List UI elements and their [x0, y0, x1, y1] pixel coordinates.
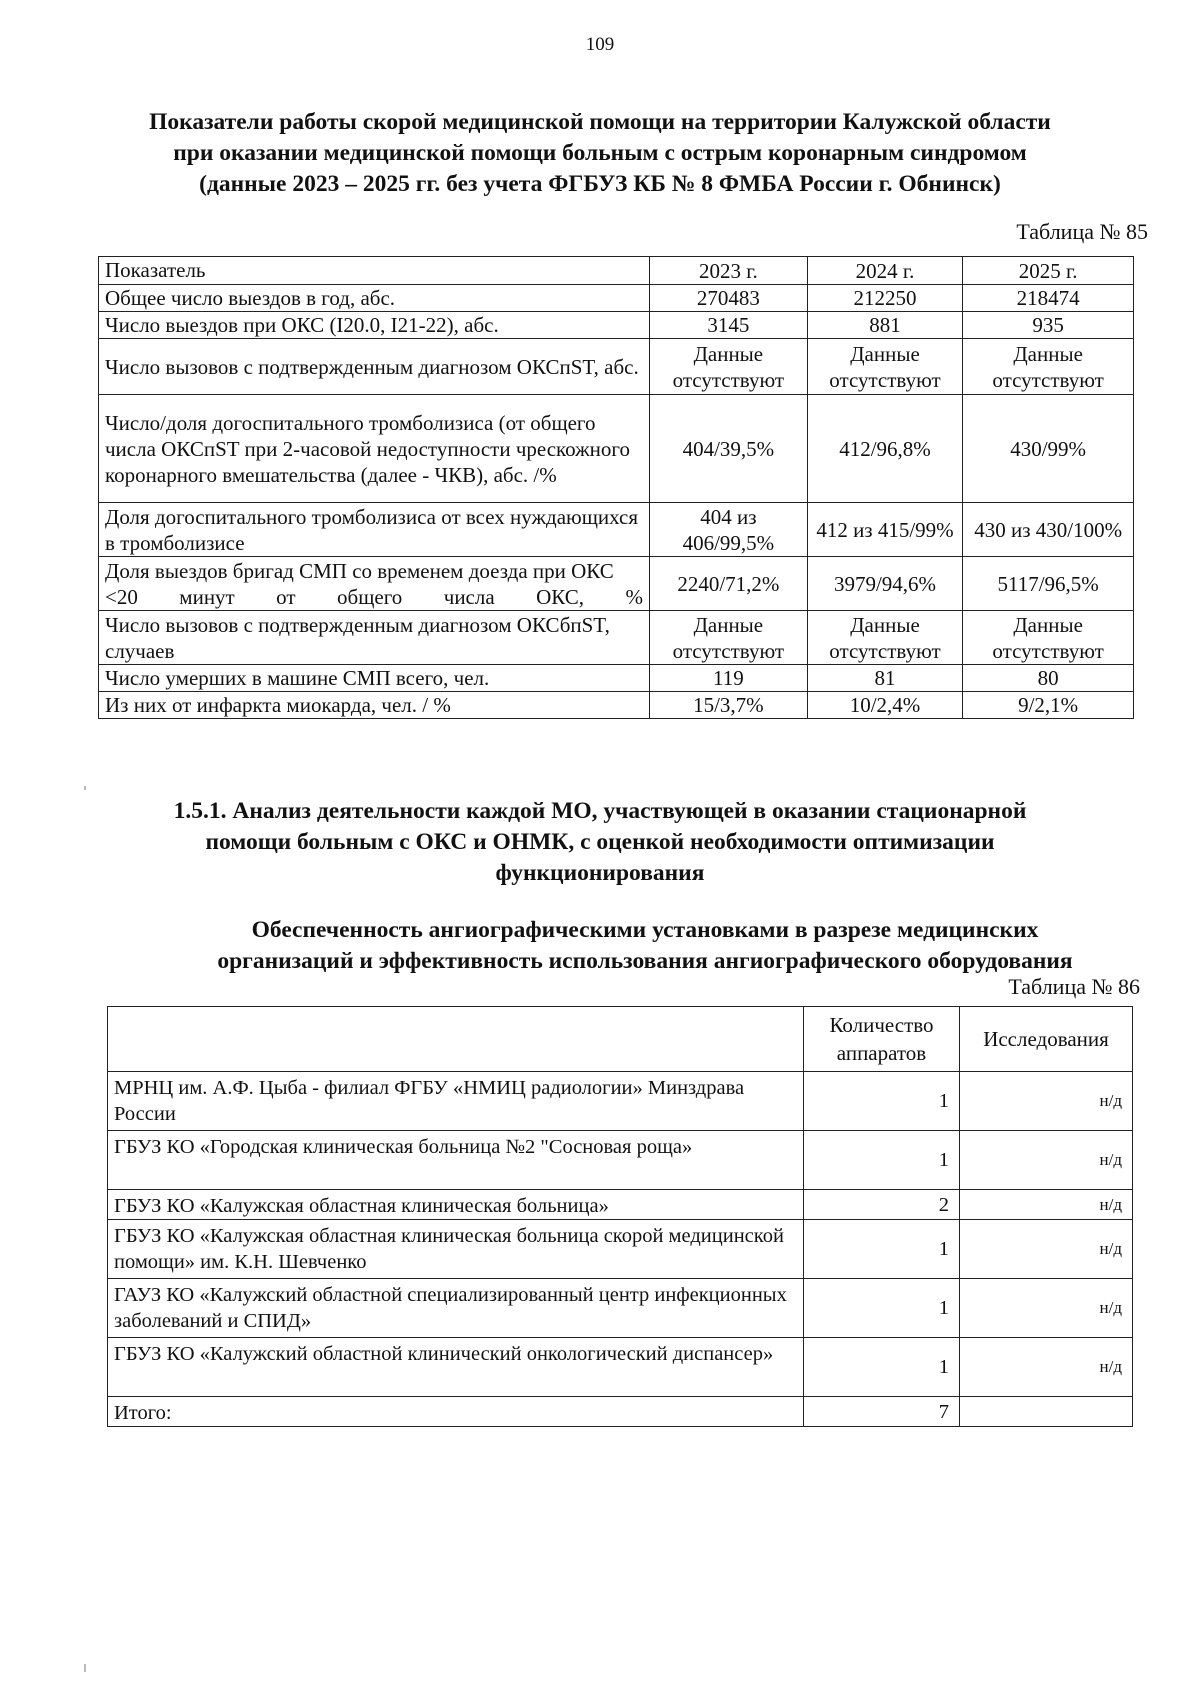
header-cell: Исследования	[960, 1007, 1133, 1072]
value-cell: Данные отсутствуют	[807, 611, 963, 665]
table-86-title	[140, 915, 1150, 977]
value-cell: 3979/94,6%	[807, 557, 963, 611]
org-name: ГБУЗ КО «Калужская областная клиническая больница»	[108, 1190, 804, 1220]
device-count: 1	[804, 1072, 960, 1131]
value-cell: 430/99%	[963, 395, 1134, 503]
table-85-caption: Таблица № 85	[1016, 219, 1148, 244]
studies-value: н/д	[960, 1338, 1133, 1397]
value-cell: Данные отсутствуют	[649, 339, 807, 395]
value-cell: Данные отсутствуют	[649, 611, 807, 665]
header-cell: Показатель	[99, 257, 650, 285]
row-label: Число умерших в машине СМП всего, чел.	[99, 665, 650, 692]
title-line: помощи больным с ОКС и ОНМК, с оценкой необходимости оптимизации	[205, 829, 995, 855]
scan-margin-mark	[84, 1664, 86, 1672]
table-row	[108, 1279, 1133, 1338]
device-count: 1	[804, 1279, 960, 1338]
header-cell: 2024 г.	[807, 257, 963, 285]
table-header-row	[99, 257, 1134, 285]
org-name: ГАУЗ КО «Калужский областной специализированный центр инфекционных заболеваний и СПИД»	[108, 1279, 804, 1338]
table-row	[108, 1190, 1133, 1220]
studies-value: н/д	[960, 1131, 1133, 1190]
title-line: 1.5.1. Анализ деятельности каждой МО, участвующей в оказании стационарной	[173, 798, 1027, 824]
title-line: Обеспеченность ангиографическими установками в разрезе медицинских	[251, 917, 1039, 943]
value-cell: 2240/71,2%	[649, 557, 807, 611]
page-number: 109	[585, 34, 615, 55]
title-line: при оказании медицинской помощи больным с острым коронарным синдромом	[173, 140, 1027, 166]
value-cell: 15/3,7%	[649, 692, 807, 719]
value-cell: Данные отсутствуют	[807, 339, 963, 395]
row-label: Число вызовов с подтвержденным диагнозом ОКСбпST, случаев	[99, 611, 650, 665]
device-count: 1	[804, 1131, 960, 1190]
table-row	[99, 339, 1134, 395]
device-count: 1	[804, 1220, 960, 1279]
table-row	[99, 503, 1134, 557]
header-cell: 2023 г.	[649, 257, 807, 285]
org-name: МРНЦ им. А.Ф. Цыба - филиал ФГБУ «НМИЦ радиологии» Минздрава России	[108, 1072, 804, 1131]
table-total-row	[108, 1397, 1133, 1427]
table-86-caption: Таблица № 86	[1008, 974, 1140, 999]
value-cell: 81	[807, 665, 963, 692]
total-label: Итого:	[108, 1397, 804, 1427]
value-cell: 218474	[963, 285, 1134, 312]
table-row	[99, 692, 1134, 719]
value-cell: 881	[807, 312, 963, 339]
row-label: Доля выездов бригад СМП со временем доезда при ОКС <20 минут от общего числа ОКС, %	[99, 557, 650, 611]
value-cell: 3145	[649, 312, 807, 339]
total-count: 7	[804, 1397, 960, 1427]
value-cell: 404/39,5%	[649, 395, 807, 503]
row-label: Число вызовов с подтвержденным диагнозом ОКСпST, абс.	[99, 339, 650, 395]
value-cell: 80	[963, 665, 1134, 692]
table-row	[99, 611, 1134, 665]
table-row	[108, 1338, 1133, 1397]
value-cell: Данные отсутствуют	[963, 339, 1134, 395]
value-cell: 412/96,8%	[807, 395, 963, 503]
value-cell: 430 из 430/100%	[963, 503, 1134, 557]
value-cell: 404 из 406/99,5%	[649, 503, 807, 557]
header-cell: 2025 г.	[963, 257, 1134, 285]
row-label: Общее число выездов в год, абс.	[99, 285, 650, 312]
studies-value: н/д	[960, 1072, 1133, 1131]
table-header-row	[108, 1007, 1133, 1072]
section-1-5-1-title	[60, 796, 1140, 889]
title-line: Показатели работы скорой медицинской помощи на территории Калужской области	[149, 109, 1051, 135]
org-name: ГБУЗ КО «Городская клиническая больница №2 "Сосновая роща»	[108, 1131, 804, 1190]
table-row	[99, 312, 1134, 339]
row-label: Доля догоспитального тромболизиса от всех нуждающихся в тромболизисе	[99, 503, 650, 557]
table-86	[107, 1006, 1133, 1427]
value-cell: 935	[963, 312, 1134, 339]
value-cell: 412 из 415/99%	[807, 503, 963, 557]
table-row	[108, 1220, 1133, 1279]
value-cell: 119	[649, 665, 807, 692]
studies-value: н/д	[960, 1279, 1133, 1338]
studies-value: н/д	[960, 1220, 1133, 1279]
table-85-title	[60, 107, 1140, 200]
device-count: 1	[804, 1338, 960, 1397]
table-row	[108, 1072, 1133, 1131]
header-cell	[108, 1007, 804, 1072]
row-label: Число/доля догоспитального тромболизиса (от общего числа ОКСпST при 2-часовой недоступности чрескожного коронарного вмешательства (далее - ЧКВ), абс. /%	[99, 395, 650, 503]
total-studies	[960, 1397, 1133, 1427]
row-label: Число выездов при ОКС (I20.0, I21-22), абс.	[99, 312, 650, 339]
scan-margin-mark	[84, 786, 86, 790]
table-row	[108, 1131, 1133, 1190]
table-row	[99, 665, 1134, 692]
value-cell: 5117/96,5%	[963, 557, 1134, 611]
value-cell: 212250	[807, 285, 963, 312]
table-row	[99, 557, 1134, 611]
org-name: ГБУЗ КО «Калужский областной клинический онкологический диспансер»	[108, 1338, 804, 1397]
table-row	[99, 395, 1134, 503]
value-cell: 10/2,4%	[807, 692, 963, 719]
table-row	[99, 285, 1134, 312]
title-line: функционирования	[495, 860, 705, 886]
header-cell: Количество аппаратов	[804, 1007, 960, 1072]
value-cell: 9/2,1%	[963, 692, 1134, 719]
studies-value: н/д	[960, 1190, 1133, 1220]
table-85	[98, 256, 1134, 719]
value-cell: 270483	[649, 285, 807, 312]
title-line: организаций и эффективность использования ангиографического оборудования	[217, 948, 1073, 974]
org-name: ГБУЗ КО «Калужская областная клиническая больница скорой медицинской помощи» им. К.Н. Шевченко	[108, 1220, 804, 1279]
title-line: (данные 2023 – 2025 гг. без учета ФГБУЗ КБ № 8 ФМБА России г. Обнинск)	[199, 171, 1001, 197]
row-label: Из них от инфаркта миокарда, чел. / %	[99, 692, 650, 719]
device-count: 2	[804, 1190, 960, 1220]
value-cell: Данные отсутствуют	[963, 611, 1134, 665]
